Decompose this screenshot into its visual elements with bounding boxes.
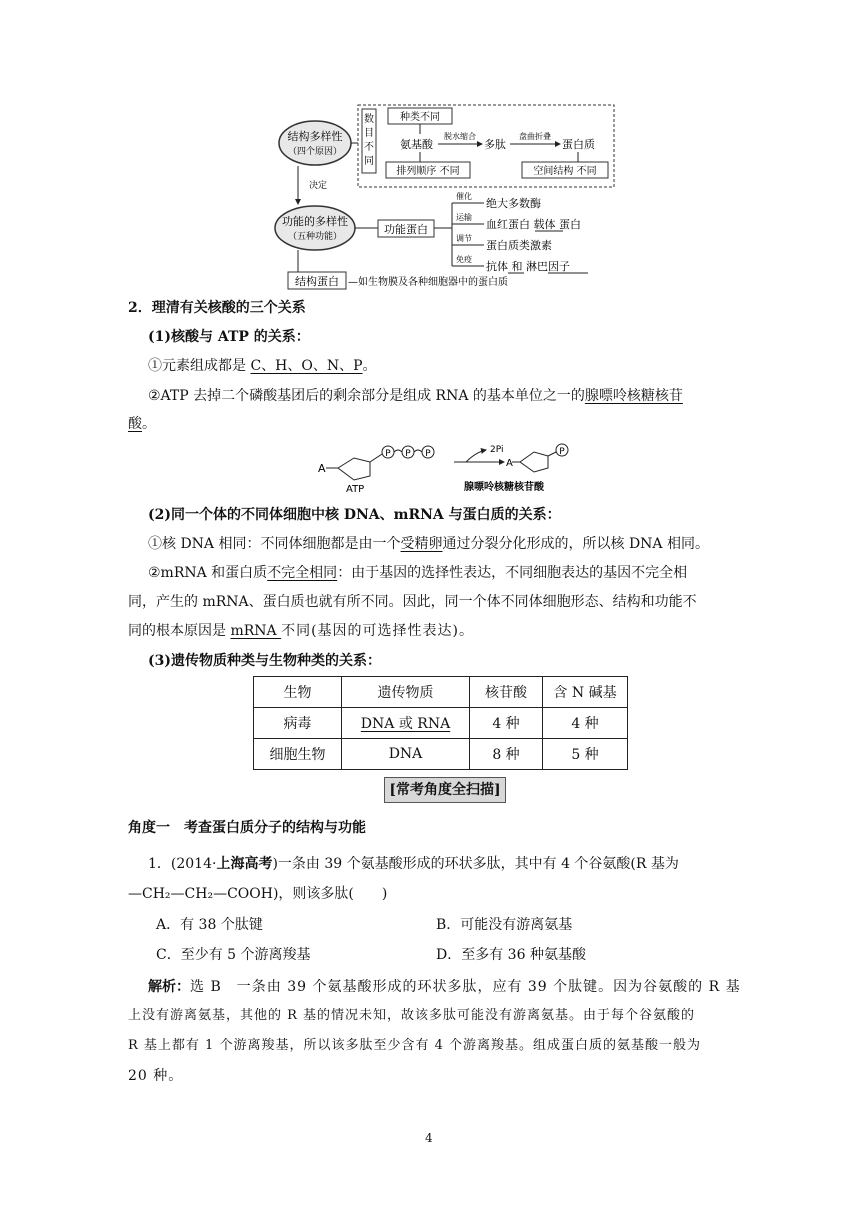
table-cell: 细胞生物 xyxy=(254,739,342,770)
table-header: 生物 xyxy=(254,677,342,708)
polypeptide-label: 多肽 xyxy=(484,138,506,151)
question-1-line1: 1．(2014·上海高考)一条由 39 个氨基酸形成的环状多肽，其中有 4 个谷氨酸(R 基为 xyxy=(148,856,679,872)
protein-label: 蛋白质 xyxy=(562,138,595,151)
kinds-different-box: 种类不同 xyxy=(400,112,440,123)
table-row xyxy=(254,739,628,770)
amp-label: 腺嘌呤核糖核苷酸 xyxy=(464,482,544,493)
same-char: 同 xyxy=(364,156,374,167)
phosphate-amp: P xyxy=(559,447,565,457)
table-header: 核苷酸 xyxy=(470,677,543,708)
structure-diversity-label: 结构多样性 xyxy=(287,130,343,143)
table-header-row xyxy=(254,677,628,708)
table-cell: DNA xyxy=(342,739,470,770)
option-a: A．有 38 个肽键 xyxy=(156,917,263,933)
paragraph-1: ①元素组成都是 C、H、O、N、P。 xyxy=(148,358,377,374)
function-diversity-label: 功能的多样性 xyxy=(282,215,348,228)
genetic-material-table xyxy=(253,676,628,770)
page-number: 4 xyxy=(425,1131,433,1145)
p2-answer: 腺嘌呤核糖核苷 xyxy=(584,388,683,404)
order-different-box: 排列顺序 不同 xyxy=(396,166,460,177)
analysis-line3: R 基上都有 1 个游离羧基，所以该多肽至少含有 4 个游离羧基。组成蛋白质的氨基酸一般为 xyxy=(128,1038,701,1053)
paragraph-2: ②ATP 去掉二个磷酸基团后的剩余部分是组成 RNA 的基本单位之一的腺嘌呤核糖核苷 xyxy=(148,388,683,404)
phosphate-3: P xyxy=(425,449,431,459)
paragraph-4-line2: 同，产生的 mRNA、蛋白质也就有所不同。因此，同一个体不同体细胞形态、结构和功能不 xyxy=(128,594,697,610)
number-char: 数 xyxy=(364,114,374,125)
p4-line3-answer: mRNA xyxy=(230,623,282,639)
transport-items-label: 血红蛋白 载体 蛋白 xyxy=(486,218,581,231)
angle-title: 角度一 考查蛋白质分子的结构与功能 xyxy=(128,820,366,836)
folding-label: 盘曲折叠 xyxy=(519,132,551,141)
determine-label: 决定 xyxy=(308,181,328,191)
paragraph-4-line3: 同的根本原因是 mRNA 不同(基因的可选择性表达)。 xyxy=(128,623,475,639)
table-cell: 8 种 xyxy=(470,739,543,770)
p4-answer: 不完全相同 xyxy=(267,565,338,581)
q1-source: 上海高考 xyxy=(216,856,273,872)
adenine-label: A xyxy=(318,462,326,475)
table-header: 含 N 碱基 xyxy=(543,677,628,708)
sub3-title: (3)遗传物质种类与生物种类的关系： xyxy=(148,653,381,669)
phosphate-2: P xyxy=(405,449,411,459)
paragraph-4: ②mRNA 和蛋白质不完全相同：由于基因的选择性表达，不同细胞表达的基因不完全相 xyxy=(148,565,688,581)
sub1-title: (1)核酸与 ATP 的关系： xyxy=(148,329,310,345)
amino-acid-label: 氨基酸 xyxy=(400,138,433,151)
p1-answer: C、H、O、N、P xyxy=(250,358,363,374)
enzymes-label: 绝大多数酶 xyxy=(486,197,541,210)
p3-answer: 受精卵 xyxy=(400,536,443,552)
sub2-title: (2)同一个体的不同体细胞中核 DNA、mRNA 与蛋白质的关系： xyxy=(148,507,561,523)
table-cell: 4 种 xyxy=(543,708,628,739)
regulation-label: 调节 xyxy=(456,234,472,243)
analysis-label: 解析： xyxy=(148,979,190,995)
immune-items-label: 抗体 和 淋巴因子 xyxy=(486,260,570,273)
not-char: 不 xyxy=(364,142,374,153)
analysis-line4: 20 种。 xyxy=(128,1068,184,1084)
phosphate-1: P xyxy=(385,449,391,459)
five-functions-label: （五种功能） xyxy=(287,232,343,242)
paragraph-3: ①核 DNA 相同：不同体细胞都是由一个受精卵通过分裂分化形成的，所以核 DNA 相同。 xyxy=(148,536,709,552)
protein-diagram xyxy=(270,100,620,290)
atp-label: ATP xyxy=(346,484,365,495)
table-cell: 病毒 xyxy=(254,708,342,739)
dehydration-label: 脱水缩合 xyxy=(444,132,476,141)
catalysis-label: 催化 xyxy=(456,192,472,201)
table-cell: 5 种 xyxy=(543,739,628,770)
pi-label: 2Pi xyxy=(490,445,504,455)
structural-protein-box: 结构蛋白 xyxy=(295,275,339,288)
structural-desc-label: —如生物膜及各种细胞器中的蛋白质 xyxy=(348,277,508,288)
section-banner: [常考角度全扫描] xyxy=(384,777,506,803)
paragraph-2-cont: 酸。 xyxy=(128,416,156,432)
adenine-label-2: A xyxy=(506,458,513,469)
atp-figure xyxy=(316,440,576,496)
section-2-title: 2．理清有关核酸的三个关系 xyxy=(128,300,306,316)
table-row xyxy=(254,708,628,739)
immunity-label: 免疫 xyxy=(456,255,472,264)
table-header: 遗传物质 xyxy=(342,677,470,708)
spatial-different-box: 空间结构 不同 xyxy=(533,166,597,177)
option-d: D．至多有 36 种氨基酸 xyxy=(436,947,586,963)
hormones-label: 蛋白质类激素 xyxy=(486,239,552,252)
functional-protein-box: 功能蛋白 xyxy=(384,223,428,236)
eye-char: 目 xyxy=(364,128,374,139)
table-cell: 4 种 xyxy=(470,708,543,739)
analysis-line2: 上没有游离氨基，其他的 R 基的情况未知，故该多肽可能没有游离氨基。由于每个谷氨酸的 xyxy=(128,1008,696,1023)
table-cell: DNA 或 RNA xyxy=(342,708,470,739)
four-reasons-label: （四个原因） xyxy=(287,147,343,157)
option-b: B．可能没有游离氨基 xyxy=(436,917,573,933)
analysis-line1: 解析：选 B 一条由 39 个氨基酸形成的环状多肽，应有 39 个肽键。因为谷氨酸的 R 基 xyxy=(148,979,741,995)
question-1-line2: —CH₂—CH₂—COOH)，则该多肽( ) xyxy=(128,886,388,902)
transport-label: 运输 xyxy=(456,213,472,222)
option-c: C．至少有 5 个游离羧基 xyxy=(156,947,311,963)
